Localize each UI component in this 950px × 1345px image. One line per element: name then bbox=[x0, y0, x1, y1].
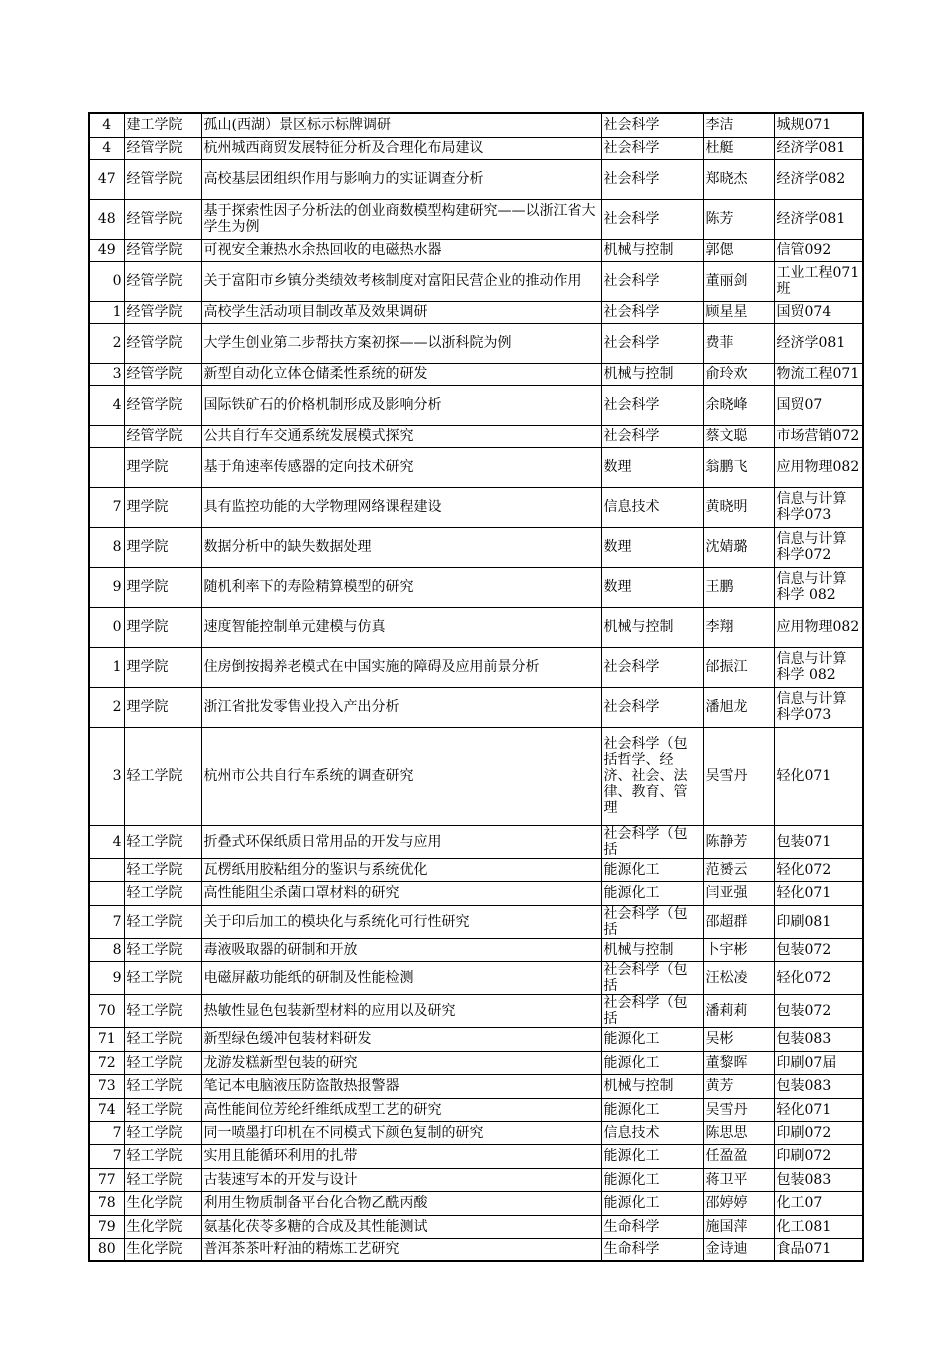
cell-title: 关于富阳市乡镇分类绩效考核制度对富阳民营企业的推动作用 bbox=[201, 261, 601, 301]
cell-cls: 食品071 bbox=[774, 1238, 863, 1261]
cell-title: 基于角速率传感器的定向技术研究 bbox=[201, 447, 601, 487]
cell-name: 汪松凌 bbox=[703, 961, 774, 994]
cell-field: 能源化工 bbox=[601, 1027, 703, 1051]
cell-no: 4 bbox=[89, 385, 124, 425]
cell-name: 卜宇彬 bbox=[703, 938, 774, 961]
cell-name: 陈思思 bbox=[703, 1121, 774, 1144]
cell-cls: 物流工程071 bbox=[774, 363, 863, 385]
cell-title: 速度智能控制单元建模与仿真 bbox=[201, 607, 601, 647]
cell-field: 社会科学（包括 bbox=[601, 961, 703, 994]
cell-name: 董丽剑 bbox=[703, 261, 774, 301]
cell-no: 47 bbox=[89, 159, 124, 199]
cell-cls: 轻化071 bbox=[774, 727, 863, 825]
table-row bbox=[89, 1191, 863, 1215]
cell-cls: 包装072 bbox=[774, 938, 863, 961]
cell-dept: 理学院 bbox=[124, 487, 201, 527]
cell-cls: 印刷07届 bbox=[774, 1051, 863, 1074]
cell-field: 能源化工 bbox=[601, 858, 703, 881]
cell-no: 71 bbox=[89, 1027, 124, 1051]
cell-no: 78 bbox=[89, 1191, 124, 1215]
cell-dept: 理学院 bbox=[124, 447, 201, 487]
table-row bbox=[89, 727, 863, 825]
cell-no: 49 bbox=[89, 239, 124, 261]
cell-field: 能源化工 bbox=[601, 881, 703, 905]
cell-cls: 化工07 bbox=[774, 1191, 863, 1215]
cell-field: 社会科学（包括 bbox=[601, 825, 703, 858]
cell-dept: 理学院 bbox=[124, 567, 201, 607]
cell-dept: 生化学院 bbox=[124, 1238, 201, 1261]
cell-cls: 工业工程071班 bbox=[774, 261, 863, 301]
cell-title: 毒液吸取器的研制和开放 bbox=[201, 938, 601, 961]
cell-name: 董黎晖 bbox=[703, 1051, 774, 1074]
cell-name: 范赟云 bbox=[703, 858, 774, 881]
cell-cls: 经济学081 bbox=[774, 323, 863, 363]
cell-title: 笔记本电脑液压防盗散热报警器 bbox=[201, 1074, 601, 1098]
table-row bbox=[89, 527, 863, 567]
cell-no: 77 bbox=[89, 1168, 124, 1191]
cell-no: 4 bbox=[89, 113, 124, 137]
cell-no: 4 bbox=[89, 137, 124, 159]
cell-no bbox=[89, 425, 124, 447]
cell-dept: 轻工学院 bbox=[124, 1098, 201, 1121]
cell-title: 高校基层团组织作用与影响力的实证调查分析 bbox=[201, 159, 601, 199]
cell-name: 金诗迪 bbox=[703, 1238, 774, 1261]
cell-title: 高性能间位芳纶纤维纸成型工艺的研究 bbox=[201, 1098, 601, 1121]
cell-dept: 轻工学院 bbox=[124, 938, 201, 961]
cell-cls: 印刷072 bbox=[774, 1144, 863, 1168]
cell-field: 社会科学（包括哲学、经济、社会、法律、教育、管理 bbox=[601, 727, 703, 825]
cell-no: 1 bbox=[89, 647, 124, 687]
cell-no: 4 bbox=[89, 825, 124, 858]
cell-field: 能源化工 bbox=[601, 1051, 703, 1074]
cell-title: 基于探索性因子分析法的创业商数模型构建研究——以浙江省大学生为例 bbox=[201, 199, 601, 239]
cell-dept: 理学院 bbox=[124, 607, 201, 647]
table-row bbox=[89, 425, 863, 447]
cell-dept: 生化学院 bbox=[124, 1191, 201, 1215]
cell-no: 9 bbox=[89, 961, 124, 994]
cell-dept: 轻工学院 bbox=[124, 1027, 201, 1051]
cell-name: 吴彬 bbox=[703, 1027, 774, 1051]
table-row bbox=[89, 323, 863, 363]
cell-no: 0 bbox=[89, 607, 124, 647]
cell-name: 郭偲 bbox=[703, 239, 774, 261]
cell-title: 新型自动化立体仓储柔性系统的研发 bbox=[201, 363, 601, 385]
cell-cls: 印刷072 bbox=[774, 1121, 863, 1144]
cell-dept: 轻工学院 bbox=[124, 905, 201, 938]
cell-field: 机械与控制 bbox=[601, 938, 703, 961]
table-row bbox=[89, 113, 863, 137]
cell-title: 折叠式环保纸质日常用品的开发与应用 bbox=[201, 825, 601, 858]
cell-title: 大学生创业第二步帮扶方案初探——以浙科院为例 bbox=[201, 323, 601, 363]
cell-no: 8 bbox=[89, 938, 124, 961]
cell-dept: 轻工学院 bbox=[124, 1121, 201, 1144]
cell-field: 生命科学 bbox=[601, 1215, 703, 1238]
table-row bbox=[89, 938, 863, 961]
cell-field: 数理 bbox=[601, 567, 703, 607]
cell-cls: 包装072 bbox=[774, 994, 863, 1027]
cell-name: 任盈盈 bbox=[703, 1144, 774, 1168]
cell-dept: 经管学院 bbox=[124, 261, 201, 301]
table-row bbox=[89, 647, 863, 687]
cell-title: 孤山(西湖）景区标示标牌调研 bbox=[201, 113, 601, 137]
cell-title: 热敏性显色包装新型材料的应用以及研究 bbox=[201, 994, 601, 1027]
table-row bbox=[89, 363, 863, 385]
cell-name: 余晓峰 bbox=[703, 385, 774, 425]
cell-field: 社会科学 bbox=[601, 159, 703, 199]
cell-name: 吴雪丹 bbox=[703, 727, 774, 825]
cell-name: 蒋卫平 bbox=[703, 1168, 774, 1191]
cell-title: 国际铁矿石的价格机制形成及影响分析 bbox=[201, 385, 601, 425]
cell-dept: 经管学院 bbox=[124, 323, 201, 363]
cell-dept: 经管学院 bbox=[124, 159, 201, 199]
project-table bbox=[88, 112, 864, 1262]
cell-no: 3 bbox=[89, 363, 124, 385]
cell-dept: 轻工学院 bbox=[124, 858, 201, 881]
cell-name: 邵婷婷 bbox=[703, 1191, 774, 1215]
cell-title: 高性能阻尘杀菌口罩材料的研究 bbox=[201, 881, 601, 905]
cell-name: 施国萍 bbox=[703, 1215, 774, 1238]
cell-dept: 轻工学院 bbox=[124, 994, 201, 1027]
cell-name: 陈静芳 bbox=[703, 825, 774, 858]
table-row bbox=[89, 825, 863, 858]
cell-title: 普洱茶茶叶籽油的精炼工艺研究 bbox=[201, 1238, 601, 1261]
cell-dept: 经管学院 bbox=[124, 137, 201, 159]
table-row bbox=[89, 1238, 863, 1261]
cell-cls: 化工081 bbox=[774, 1215, 863, 1238]
cell-field: 社会科学 bbox=[601, 113, 703, 137]
cell-dept: 轻工学院 bbox=[124, 1144, 201, 1168]
cell-no: 7 bbox=[89, 1121, 124, 1144]
cell-no: 7 bbox=[89, 487, 124, 527]
cell-no: 7 bbox=[89, 1144, 124, 1168]
cell-dept: 理学院 bbox=[124, 687, 201, 727]
table-row bbox=[89, 487, 863, 527]
cell-title: 关于印后加工的模块化与系统化可行性研究 bbox=[201, 905, 601, 938]
cell-name: 沈婧璐 bbox=[703, 527, 774, 567]
cell-name: 黄芳 bbox=[703, 1074, 774, 1098]
cell-name: 陈芳 bbox=[703, 199, 774, 239]
cell-no: 1 bbox=[89, 301, 124, 323]
table-row bbox=[89, 1168, 863, 1191]
cell-cls: 轻化071 bbox=[774, 1098, 863, 1121]
table-row bbox=[89, 261, 863, 301]
cell-cls: 印刷081 bbox=[774, 905, 863, 938]
cell-field: 机械与控制 bbox=[601, 363, 703, 385]
cell-no: 79 bbox=[89, 1215, 124, 1238]
cell-field: 社会科学 bbox=[601, 301, 703, 323]
table-row bbox=[89, 137, 863, 159]
cell-dept: 生化学院 bbox=[124, 1215, 201, 1238]
cell-cls: 信管092 bbox=[774, 239, 863, 261]
cell-cls: 应用物理082 bbox=[774, 607, 863, 647]
cell-title: 实用且能循环利用的扎带 bbox=[201, 1144, 601, 1168]
cell-title: 杭州城西商贸发展特征分析及合理化布局建议 bbox=[201, 137, 601, 159]
cell-dept: 经管学院 bbox=[124, 301, 201, 323]
cell-no bbox=[89, 858, 124, 881]
cell-field: 社会科学 bbox=[601, 425, 703, 447]
cell-name: 翁鹏飞 bbox=[703, 447, 774, 487]
cell-no: 7 bbox=[89, 905, 124, 938]
cell-cls: 包装083 bbox=[774, 1074, 863, 1098]
cell-cls: 信息与计算科学073 bbox=[774, 487, 863, 527]
cell-field: 数理 bbox=[601, 527, 703, 567]
cell-no: 3 bbox=[89, 727, 124, 825]
cell-cls: 信息与计算科学 082 bbox=[774, 567, 863, 607]
cell-field: 能源化工 bbox=[601, 1191, 703, 1215]
cell-cls: 经济学081 bbox=[774, 137, 863, 159]
cell-field: 社会科学 bbox=[601, 687, 703, 727]
cell-no: 70 bbox=[89, 994, 124, 1027]
cell-title: 龙游发糕新型包装的研究 bbox=[201, 1051, 601, 1074]
cell-title: 古装速写本的开发与设计 bbox=[201, 1168, 601, 1191]
cell-field: 信息技术 bbox=[601, 487, 703, 527]
cell-name: 王鹏 bbox=[703, 567, 774, 607]
cell-title: 公共自行车交通系统发展模式探究 bbox=[201, 425, 601, 447]
cell-name: 蔡文聪 bbox=[703, 425, 774, 447]
cell-name: 邵超群 bbox=[703, 905, 774, 938]
cell-title: 氨基化茯苓多糖的合成及其性能测试 bbox=[201, 1215, 601, 1238]
cell-dept: 建工学院 bbox=[124, 113, 201, 137]
table-row bbox=[89, 607, 863, 647]
cell-name: 潘旭龙 bbox=[703, 687, 774, 727]
table-row bbox=[89, 858, 863, 881]
cell-field: 数理 bbox=[601, 447, 703, 487]
table-row bbox=[89, 1051, 863, 1074]
cell-no: 74 bbox=[89, 1098, 124, 1121]
cell-cls: 国贸07 bbox=[774, 385, 863, 425]
cell-dept: 轻工学院 bbox=[124, 727, 201, 825]
cell-field: 机械与控制 bbox=[601, 239, 703, 261]
cell-name: 俞玲欢 bbox=[703, 363, 774, 385]
cell-no: 73 bbox=[89, 1074, 124, 1098]
cell-field: 社会科学（包括 bbox=[601, 994, 703, 1027]
cell-dept: 经管学院 bbox=[124, 199, 201, 239]
cell-no: 48 bbox=[89, 199, 124, 239]
cell-title: 利用生物质制备平台化合物乙酰丙酸 bbox=[201, 1191, 601, 1215]
table-row bbox=[89, 199, 863, 239]
cell-name: 邰振江 bbox=[703, 647, 774, 687]
cell-no: 72 bbox=[89, 1051, 124, 1074]
cell-title: 可视安全兼热水余热回收的电磁热水器 bbox=[201, 239, 601, 261]
cell-cls: 包装083 bbox=[774, 1168, 863, 1191]
cell-dept: 轻工学院 bbox=[124, 825, 201, 858]
cell-dept: 理学院 bbox=[124, 647, 201, 687]
cell-cls: 信息与计算科学072 bbox=[774, 527, 863, 567]
cell-cls: 城规071 bbox=[774, 113, 863, 137]
cell-cls: 国贸074 bbox=[774, 301, 863, 323]
cell-title: 数据分析中的缺失数据处理 bbox=[201, 527, 601, 567]
cell-title: 瓦楞纸用胶粘组分的鉴识与系统优化 bbox=[201, 858, 601, 881]
cell-field: 生命科学 bbox=[601, 1238, 703, 1261]
cell-name: 顾星星 bbox=[703, 301, 774, 323]
cell-no: 2 bbox=[89, 687, 124, 727]
table-row bbox=[89, 1098, 863, 1121]
cell-no: 2 bbox=[89, 323, 124, 363]
cell-cls: 轻化071 bbox=[774, 881, 863, 905]
cell-cls: 经济学081 bbox=[774, 199, 863, 239]
table-row bbox=[89, 239, 863, 261]
cell-field: 社会科学 bbox=[601, 199, 703, 239]
table-row bbox=[89, 385, 863, 425]
table-row bbox=[89, 301, 863, 323]
table-row bbox=[89, 687, 863, 727]
cell-cls: 包装071 bbox=[774, 825, 863, 858]
table-row bbox=[89, 1144, 863, 1168]
cell-dept: 理学院 bbox=[124, 527, 201, 567]
cell-name: 郑晓杰 bbox=[703, 159, 774, 199]
cell-cls: 轻化072 bbox=[774, 961, 863, 994]
table-row bbox=[89, 567, 863, 607]
cell-dept: 轻工学院 bbox=[124, 1168, 201, 1191]
table-row bbox=[89, 1074, 863, 1098]
cell-title: 杭州市公共自行车系统的调查研究 bbox=[201, 727, 601, 825]
cell-field: 机械与控制 bbox=[601, 1074, 703, 1098]
cell-field: 能源化工 bbox=[601, 1098, 703, 1121]
cell-no bbox=[89, 881, 124, 905]
cell-field: 社会科学 bbox=[601, 323, 703, 363]
cell-title: 高校学生活动项目制改革及效果调研 bbox=[201, 301, 601, 323]
table-row bbox=[89, 994, 863, 1027]
cell-title: 电磁屏蔽功能纸的研制及性能检测 bbox=[201, 961, 601, 994]
cell-field: 能源化工 bbox=[601, 1168, 703, 1191]
cell-field: 社会科学 bbox=[601, 385, 703, 425]
cell-no: 9 bbox=[89, 567, 124, 607]
cell-field: 能源化工 bbox=[601, 1144, 703, 1168]
cell-cls: 信息与计算科学 082 bbox=[774, 647, 863, 687]
cell-dept: 经管学院 bbox=[124, 363, 201, 385]
cell-title: 同一喷墨打印机在不同模式下颜色复制的研究 bbox=[201, 1121, 601, 1144]
cell-no: 8 bbox=[89, 527, 124, 567]
cell-name: 潘莉莉 bbox=[703, 994, 774, 1027]
cell-dept: 轻工学院 bbox=[124, 881, 201, 905]
cell-name: 杜艇 bbox=[703, 137, 774, 159]
cell-cls: 市场营销072 bbox=[774, 425, 863, 447]
cell-cls: 包装083 bbox=[774, 1027, 863, 1051]
cell-dept: 轻工学院 bbox=[124, 1051, 201, 1074]
cell-name: 黄晓明 bbox=[703, 487, 774, 527]
cell-dept: 经管学院 bbox=[124, 425, 201, 447]
table-row bbox=[89, 1027, 863, 1051]
cell-title: 浙江省批发零售业投入产出分析 bbox=[201, 687, 601, 727]
cell-cls: 应用物理082 bbox=[774, 447, 863, 487]
cell-field: 机械与控制 bbox=[601, 607, 703, 647]
cell-cls: 经济学082 bbox=[774, 159, 863, 199]
cell-title: 随机利率下的寿险精算模型的研究 bbox=[201, 567, 601, 607]
cell-no bbox=[89, 447, 124, 487]
cell-name: 李翔 bbox=[703, 607, 774, 647]
cell-dept: 经管学院 bbox=[124, 239, 201, 261]
cell-no: 0 bbox=[89, 261, 124, 301]
cell-name: 闫亚强 bbox=[703, 881, 774, 905]
cell-dept: 轻工学院 bbox=[124, 961, 201, 994]
cell-dept: 经管学院 bbox=[124, 385, 201, 425]
cell-no: 80 bbox=[89, 1238, 124, 1261]
table-row bbox=[89, 961, 863, 994]
cell-field: 信息技术 bbox=[601, 1121, 703, 1144]
table-row bbox=[89, 1121, 863, 1144]
cell-name: 费菲 bbox=[703, 323, 774, 363]
cell-name: 吴雪丹 bbox=[703, 1098, 774, 1121]
cell-title: 新型绿色缓冲包装材料研发 bbox=[201, 1027, 601, 1051]
cell-title: 住房倒按揭养老模式在中国实施的障碍及应用前景分析 bbox=[201, 647, 601, 687]
table-row bbox=[89, 447, 863, 487]
table-row bbox=[89, 1215, 863, 1238]
cell-dept: 轻工学院 bbox=[124, 1074, 201, 1098]
table-row bbox=[89, 159, 863, 199]
cell-field: 社会科学 bbox=[601, 647, 703, 687]
cell-field: 社会科学 bbox=[601, 261, 703, 301]
cell-cls: 轻化072 bbox=[774, 858, 863, 881]
table-row bbox=[89, 881, 863, 905]
cell-title: 具有监控功能的大学物理网络课程建设 bbox=[201, 487, 601, 527]
cell-field: 社会科学 bbox=[601, 137, 703, 159]
cell-name: 李洁 bbox=[703, 113, 774, 137]
cell-field: 社会科学（包括 bbox=[601, 905, 703, 938]
table-row bbox=[89, 905, 863, 938]
cell-cls: 信息与计算科学073 bbox=[774, 687, 863, 727]
